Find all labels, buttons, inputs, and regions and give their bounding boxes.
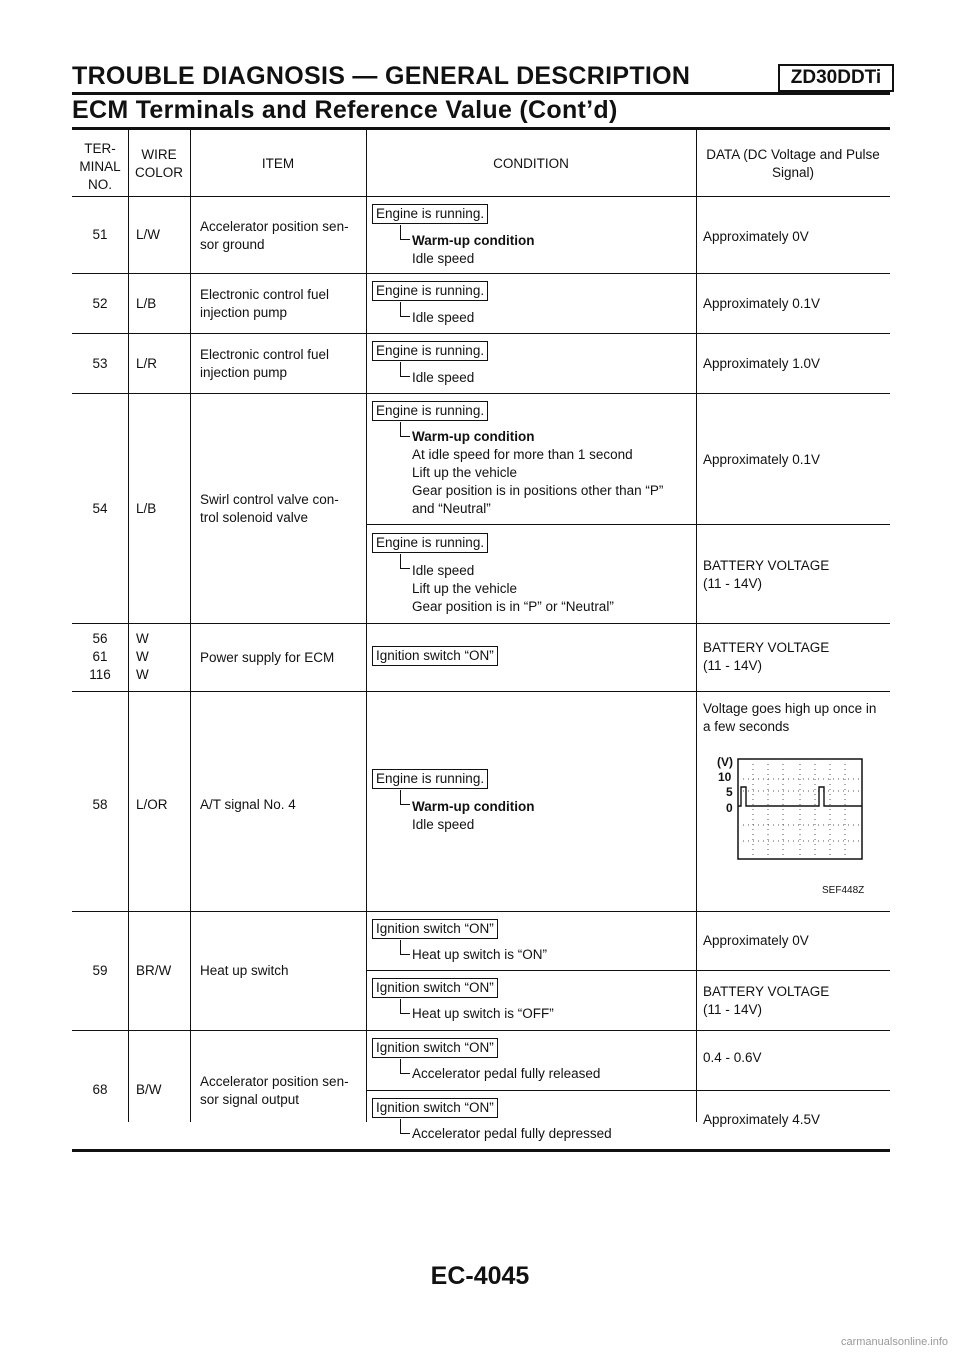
data-value: 0.4 - 0.6V <box>703 1050 762 1065</box>
branch-connector <box>400 1119 410 1134</box>
branch-connector <box>400 790 410 805</box>
wire-color: B/W <box>136 1082 162 1097</box>
item-text: Electronic control fuel injection pump <box>200 347 330 380</box>
condition-box: Engine is running. <box>372 281 488 301</box>
condition-line: Gear position is in positions other than “P” <box>412 483 664 498</box>
condition-box: Ignition switch “ON” <box>372 978 498 998</box>
item-text: Accelerator position sen- sor ground <box>200 219 349 252</box>
data-value: BATTERY VOLTAGE (11 - 14V) <box>703 558 830 591</box>
wire-color: L/OR <box>136 797 168 812</box>
terminal-no: 56 61 116 <box>89 631 111 682</box>
wire-color: L/B <box>136 296 157 311</box>
branch-connector <box>400 302 410 317</box>
figure-id: SEF448Z <box>822 885 865 896</box>
terminal-no: 52 <box>92 296 108 311</box>
wire-color: L/R <box>136 356 158 371</box>
terminal-no: 53 <box>92 356 108 371</box>
terminal-no: 68 <box>92 1082 108 1097</box>
data-value: BATTERY VOLTAGE (11 - 14V) <box>703 984 830 1017</box>
header-rule <box>72 92 890 95</box>
header-wire-color: WIRE COLOR <box>134 147 183 180</box>
condition-bold: Warm-up condition <box>412 799 535 814</box>
branch-connector <box>400 422 410 437</box>
condition-box: Ignition switch “ON” <box>372 1038 498 1058</box>
condition-line: Accelerator pedal fully released <box>412 1066 601 1081</box>
oscilloscope-graph <box>716 755 876 903</box>
condition-box: Engine is running. <box>372 533 488 553</box>
data-value: Approximately 0.1V <box>703 452 821 467</box>
condition-line: At idle speed for more than 1 second <box>412 447 633 462</box>
condition-line: Lift up the vehicle <box>412 581 518 596</box>
page-number: EC-4045 <box>430 1262 530 1290</box>
condition-line: Idle speed <box>412 370 475 385</box>
header-terminal: TER- MINAL NO. <box>79 141 121 192</box>
scope-tick-0: 0 <box>726 801 733 815</box>
section-title: TROUBLE DIAGNOSIS — GENERAL DESCRIPTION <box>72 62 691 90</box>
condition-line: Gear position is in “P” or “Neutral” <box>412 599 614 614</box>
item-text: Accelerator position sen- sor signal output <box>200 1074 349 1107</box>
terminal-no: 58 <box>92 797 108 812</box>
wire-color: BR/W <box>136 963 172 978</box>
wire-color: L/B <box>136 501 157 516</box>
condition-box: Engine is running. <box>372 341 488 361</box>
condition-bold: Warm-up condition <box>412 429 535 444</box>
scope-tick-10: 10 <box>718 770 732 784</box>
wire-color: W W W <box>136 631 149 682</box>
condition-box: Ignition switch “ON” <box>372 646 498 666</box>
data-value: Approximately 0V <box>703 229 809 244</box>
condition-box: Engine is running. <box>372 204 488 224</box>
branch-connector <box>400 940 410 955</box>
condition-line: Heat up switch is “ON” <box>412 947 548 962</box>
branch-connector <box>400 225 410 240</box>
condition-line: Idle speed <box>412 817 475 832</box>
data-value: Voltage goes high up once in a few seconds <box>703 701 877 734</box>
condition-box: Ignition switch “ON” <box>372 1098 498 1118</box>
condition-line: Heat up switch is “OFF” <box>412 1006 554 1021</box>
data-value: Approximately 0.1V <box>703 296 821 311</box>
condition-box: Engine is running. <box>372 769 488 789</box>
condition-line: Idle speed <box>412 251 475 266</box>
condition-line: Accelerator pedal fully depressed <box>412 1126 612 1141</box>
wire-color: L/W <box>136 227 161 242</box>
condition-box: Engine is running. <box>372 401 488 421</box>
condition-bold: Warm-up condition <box>412 233 535 248</box>
item-text: Swirl control valve con- trol solenoid valve <box>200 492 339 525</box>
item-text: A/T signal No. 4 <box>200 797 296 812</box>
scope-tick-5: 5 <box>726 785 733 799</box>
terminal-no: 59 <box>92 963 108 978</box>
header-data: DATA (DC Voltage and Pulse Signal) <box>706 147 880 180</box>
header-rule-2 <box>72 127 890 130</box>
item-text: Electronic control fuel injection pump <box>200 287 330 320</box>
data-value: Approximately 1.0V <box>703 356 821 371</box>
condition-line: and “Neutral” <box>412 501 491 516</box>
branch-connector <box>400 999 410 1014</box>
oscilloscope-figure <box>716 755 876 903</box>
branch-connector <box>400 554 410 569</box>
terminal-no: 51 <box>92 227 108 242</box>
condition-line: Idle speed <box>412 310 475 325</box>
condition-line: Lift up the vehicle <box>412 465 518 480</box>
branch-connector <box>400 362 410 377</box>
terminal-no: 54 <box>92 501 108 516</box>
item-text: Power supply for ECM <box>200 650 335 665</box>
data-value: BATTERY VOLTAGE (11 - 14V) <box>703 640 830 673</box>
section-subtitle: ECM Terminals and Reference Value (Cont’d) <box>72 96 618 124</box>
engine-badge: ZD30DDTi <box>778 64 894 92</box>
branch-connector <box>400 1059 410 1074</box>
header-item: ITEM <box>261 156 295 171</box>
condition-line: Idle speed <box>412 563 475 578</box>
header-condition: CONDITION <box>493 156 569 171</box>
condition-box: Ignition switch “ON” <box>372 919 498 939</box>
scope-unit: (V) <box>717 755 733 769</box>
data-value: Approximately 4.5V <box>703 1112 821 1127</box>
data-value: Approximately 0V <box>703 933 809 948</box>
watermark: carmanualsonline.info <box>840 1336 948 1348</box>
item-text: Heat up switch <box>200 963 289 978</box>
